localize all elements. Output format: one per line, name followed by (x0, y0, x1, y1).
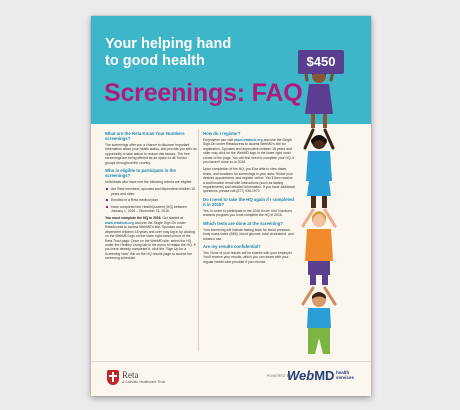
eligibility-list (105, 187, 197, 213)
faq-heading-which-tests: Which tests are done at the screening? (203, 220, 283, 226)
price-sign: $450 (298, 50, 344, 74)
footer (91, 361, 371, 396)
webmd-logo-md: MD (314, 368, 335, 383)
faq-heading-who-is-eligible: Who is eligible to participate in the screenings? (105, 168, 176, 179)
faq-answer-how-register (203, 138, 295, 164)
left-column (105, 131, 197, 264)
tagline (105, 36, 231, 70)
powered-by-label: POWERED BY (267, 374, 292, 378)
retatrust-link-register[interactable]: www.retatrust.org (233, 138, 263, 142)
health-services-line-2: services (336, 375, 355, 380)
faq-answer-confidential: Yes. None of your results will be shared with your employer. You'll receive your results, which you can share with your regular health care provider if you choose. (203, 250, 293, 264)
webmd-logo (287, 369, 334, 383)
hq-instructions-text-b: and use the Single Sign On under RetaAccess to access WebMD's site. Spouses and dependent children 18 years and over may log in by clicking on the WebMD logo on the lower right-hand corner of the Reta Trust page. Once on the WebMD site, select the HQ under the Healthy Living tab in the menu to retake the HQ. If you have already completed it, click the "Sign Up for a Screening Now" link on the HQ results page to access the screening scheduler. (105, 220, 196, 261)
page-title: Screenings: FAQ (104, 79, 303, 107)
eligibility-intro: Individuals who have met the following criteria are eligible: (105, 180, 193, 185)
person-third-illustration (303, 210, 335, 285)
person-second-illustration (305, 130, 333, 208)
reta-cross-logo-icon (107, 370, 119, 385)
webmd-logo-web: Web (287, 368, 315, 383)
retatrust-link[interactable]: www.retatrust.org (105, 220, 134, 225)
eligibility-item: Are Reta members, spouses and dependent children 18 years and older. (111, 187, 196, 196)
hq-instructions-lead: You must complete the HQ in 2016. (105, 216, 162, 221)
hq-instructions-text-a: Get started at (161, 216, 183, 221)
faq-answer-what-are-screenings: The screenings offer you a chance to discover important information about your health status, and provide you with an opportunity to take action to reduce risk factors. The free screenings are being offered as an option to all Trustor groups throughout the country. (105, 143, 197, 165)
faq-answer-which-tests: Your screening will include fasting tests for blood pressure, body mass index (BMI), blood glucose, total cholesterol, and tobacco use. (203, 227, 294, 241)
reta-logo-name: Reta (122, 370, 139, 380)
person-bottom-illustration (303, 288, 335, 354)
faq-heading-how-register: How do I register? (203, 131, 241, 136)
faq-flyer (91, 16, 371, 396)
tagline-line-1: Your helping hand (105, 36, 232, 52)
column-divider (198, 129, 199, 351)
faq-heading-take-hq-again: Do I need to take the HQ again if I completed it in 2015? (203, 196, 294, 207)
reta-logo-subtitle: a Catholic Healthcare Trust (122, 380, 166, 384)
register-text-b: and use the Single Sign-On under RetaAccess to access WebMD's site for registration. Spouses and dependent children 18 years and older may click on the WebMD logo in the lower right hand corner of the page. You will first need to complete your HQ, if you haven't done so in 2016. (203, 138, 295, 165)
faq-answer-upon-completion: Upon completion of the HQ, you'll be able to view dates, times, and locations for screenings in your area. Select your desired appointment, and register online. You'll then receive a confirmation email with instructions (such as fasting requirements) and detailed information. If you have additional questions, please call (877) 936-1970. (203, 167, 295, 194)
hq-instructions (105, 216, 197, 260)
health-services-label (336, 370, 354, 380)
eligibility-item: Have completed the HealthQuotient (HQ) between January 1, 2016 – December 31, 2016. (111, 205, 197, 214)
health-services-line-1: health (336, 370, 350, 375)
faq-heading-what-are-screenings: What are the Reta Know Your Numbers screenings? (105, 131, 185, 141)
tagline-line-2: to good health (105, 53, 205, 69)
register-text-a: Employees can visit (203, 138, 234, 142)
right-column (203, 131, 295, 267)
faq-heading-confidential: Are my results confidential? (203, 243, 261, 249)
faq-answer-take-hq-again: Yes. In order to participate in the 2016 Know Your Numbers rewards program you must complete the HQ in 2016. (203, 208, 293, 218)
eligibility-item: Enrolled in a Reta medical plan. (111, 198, 197, 202)
stacked-people-illustration (287, 56, 363, 356)
